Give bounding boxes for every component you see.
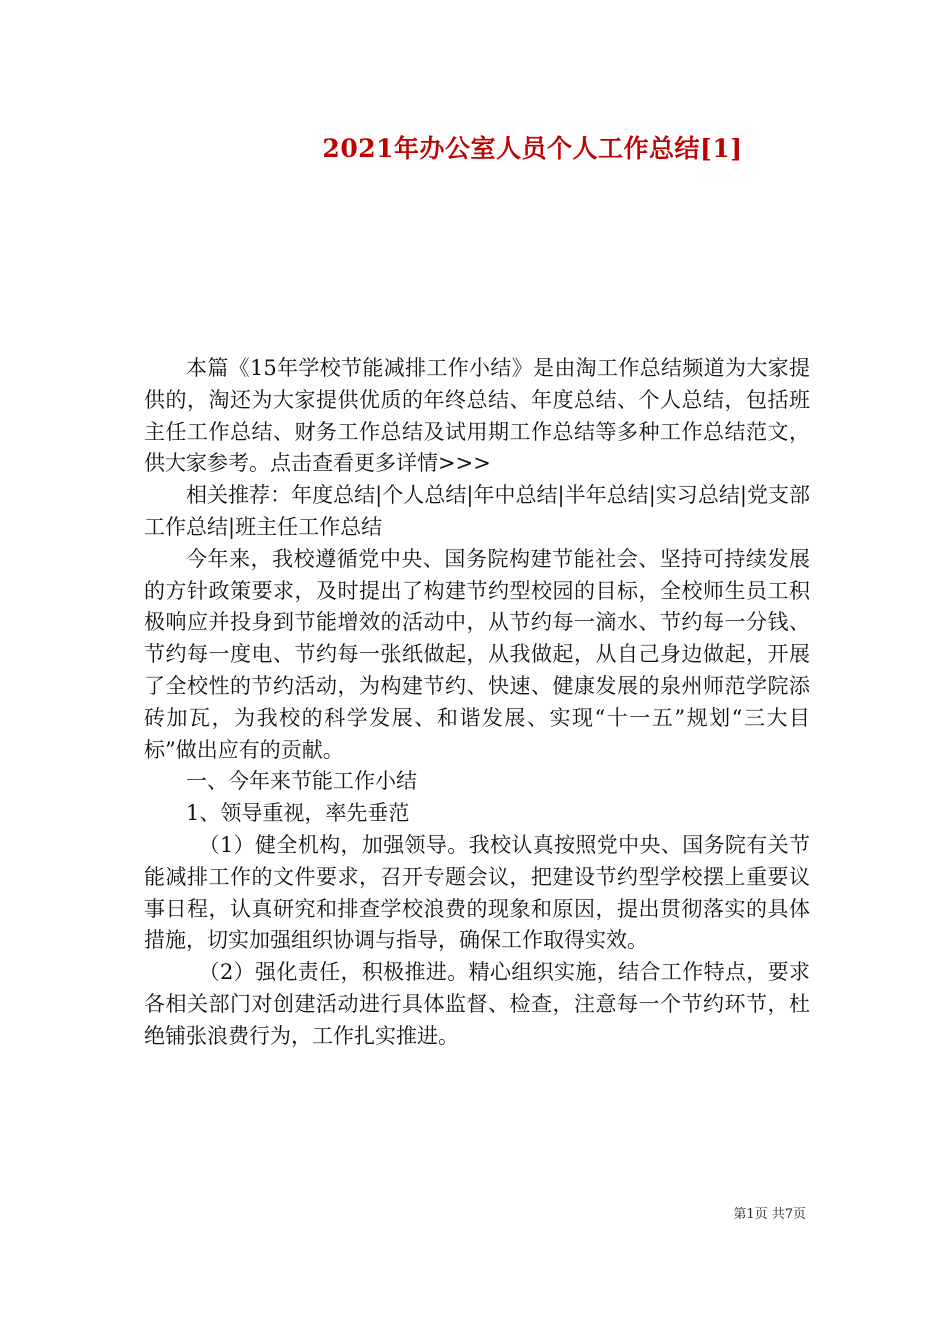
section-heading: 一、今年来节能工作小结: [186, 769, 417, 794]
page-title: 2021年办公室人员个人工作总结[1]: [322, 134, 743, 163]
intro-paragraph: 本篇《15年学校节能减排工作小结》是由淘工作总结频道为大家提供的，淘还为大家提供优质的年终总结、年度总结、个人总结，包括班主任工作总结、财务工作总结及试用期工作总结等多种工作总结范文，供大家参考。点击查看更多详情>>>: [144, 356, 810, 476]
overview-paragraph: 今年来，我校遵循党中央、国务院构建节能社会、坚持可持续发展的方针政策要求，及时提出了构建节约型校园的目标，全校师生员工积极响应并投身到节能增效的活动中，从节约每一滴水、节约每一分钱、节约每一度电、节约每一张纸做起，从我做起，从自己身边做起，开展了全校性的节约活动，为构建节约、快速、健康发展的泉州师范学院添砖加瓦，为我校的科学发展、和谐发展、实现“十一五”规划“三大目标”做出应有的贡献。: [144, 546, 810, 762]
item-paragraph-2: （2）强化责任，积极推进。精心组织实施，结合工作特点，要求各相关部门对创建活动进行具体监督、检查，注意每一个节约环节，杜绝铺张浪费行为，工作扎实推进。: [144, 960, 810, 1048]
related-links-paragraph: 相关推荐：年度总结|个人总结|年中总结|半年总结|实习总结|党支部工作总结|班主任工作总结: [144, 483, 810, 539]
page-number-footer: 第1页 共7页: [733, 1207, 806, 1222]
document-body: [144, 353, 810, 1053]
item-paragraph-1: （1）健全机构，加强领导。我校认真按照党中央、国务院有关节能减排工作的文件要求，召开专题会议，把建设节约型学校摆上重要议事日程，认真研究和排查学校浪费的现象和原因，提出贯彻落实的具体措施，切实加强组织协调与指导，确保工作取得实效。: [144, 832, 810, 953]
subsection-heading: 1、领导重视，率先垂范: [186, 801, 410, 826]
